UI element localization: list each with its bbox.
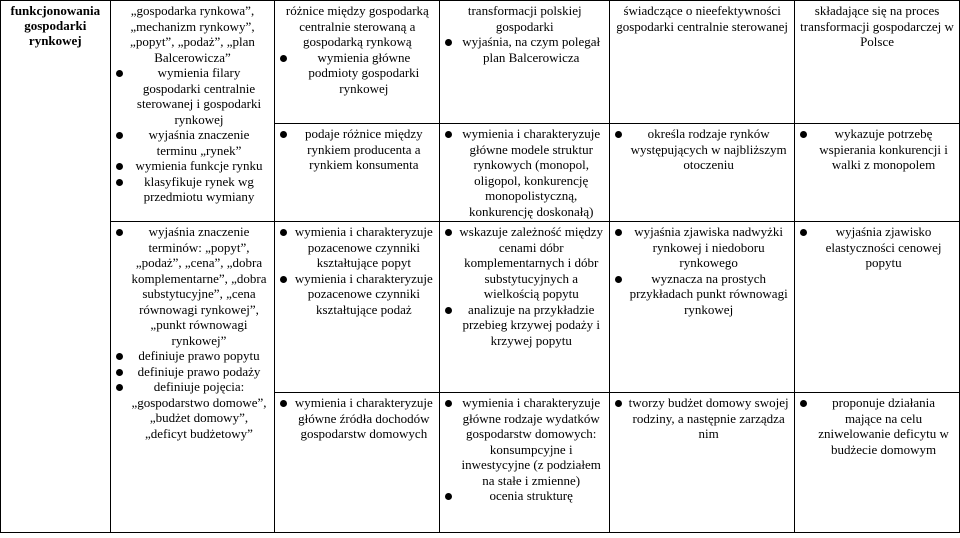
topic-title: funkcjonowania gospodarki rynkowej bbox=[10, 3, 101, 48]
col2-cell-c bbox=[275, 222, 440, 393]
col2-list-c bbox=[279, 224, 435, 317]
list-item bbox=[115, 34, 271, 65]
col5-cell-a bbox=[795, 1, 960, 124]
list-item-text: klasyfikuje rynek wg przedmiotu wymiany bbox=[143, 173, 255, 204]
list-item-text: wymienia i charakteryzuje główne rodzaje wydatków gospodarstw domowych: konsumpcyjne i inwestycyjne (z podziałem na stałe i zmienne) bbox=[461, 395, 601, 488]
col3-list-c bbox=[444, 224, 605, 348]
list-item-text: transformacji polskiej gospodarki bbox=[467, 3, 582, 34]
list-item bbox=[115, 174, 271, 205]
bullet-icon bbox=[116, 70, 123, 77]
col4-cell-c bbox=[610, 222, 795, 393]
list-item bbox=[279, 3, 435, 50]
list-item bbox=[444, 126, 605, 219]
list-item-text: wykazuje potrzebę wspierania konkurencji i walki z monopolem bbox=[819, 126, 948, 172]
bullet-icon bbox=[116, 353, 123, 360]
list-item bbox=[614, 224, 790, 271]
list-item-text: wyjaśnia, na czym polegał plan Balcerowicza bbox=[462, 34, 601, 65]
list-item-text: wymienia funkcje rynku bbox=[135, 158, 263, 173]
bullet-icon bbox=[615, 276, 622, 283]
list-item-text: wymienia i charakteryzuje główne źródła dochodów gospodarstw domowych bbox=[294, 395, 433, 441]
list-item bbox=[444, 224, 605, 302]
col1-list-a bbox=[115, 3, 271, 205]
list-item bbox=[799, 224, 955, 271]
bullet-icon bbox=[445, 131, 452, 138]
list-item bbox=[115, 3, 271, 19]
list-item bbox=[115, 127, 271, 158]
list-item-text: analizuje na przykładzie przebieg krzywej podaży i krzywej popytu bbox=[462, 301, 600, 348]
list-item bbox=[444, 302, 605, 349]
list-item-text: tworzy budżet domowy swojej rodziny, a następnie zarządza nim bbox=[628, 395, 789, 441]
list-item-text: określa rodzaje rynków występujących w najbliższym otoczeniu bbox=[630, 126, 787, 172]
list-item bbox=[444, 395, 605, 488]
list-item-text: definiuje pojęcia: „gospodarstwo domowe”, „budżet domowy”, „deficyt budżetowy” bbox=[131, 379, 267, 441]
list-item-text: wyjaśnia znaczenie terminów: „popyt”, „podaż”, „cena”, „dobra komplementarne”, „dobra substytucyjne”, „cena równowagi rynkowej”, „punkt równowagi rynkowej” bbox=[131, 224, 267, 348]
bullet-icon bbox=[445, 307, 452, 314]
list-item-text: wymienia i charakteryzuje pozacenowe czynniki kształtujące popyt bbox=[294, 224, 433, 270]
list-item-text: składające się na proces transformacji gospodarczej w Polsce bbox=[800, 3, 954, 49]
col2-cell-b bbox=[275, 124, 440, 222]
list-item bbox=[279, 224, 435, 271]
col4-cell-d bbox=[610, 393, 795, 533]
list-item-text: świadczące o nieefektywności gospodarki centralnie sterowanej bbox=[616, 3, 789, 34]
bullet-icon bbox=[615, 229, 622, 236]
list-item bbox=[115, 379, 271, 441]
list-item-text: wymienia filary gospodarki centralnie sterowanej i gospodarki rynkowej bbox=[136, 65, 262, 127]
list-item-text: wyjaśnia znaczenie terminu „rynek” bbox=[148, 127, 250, 158]
col2-cell-a bbox=[275, 1, 440, 124]
list-item bbox=[444, 34, 605, 65]
col3-list-b bbox=[444, 126, 605, 219]
list-item bbox=[444, 3, 605, 34]
list-item-text: „mechanizm rynkowy”, bbox=[130, 18, 255, 34]
col4-list-d bbox=[614, 395, 790, 442]
list-item bbox=[799, 126, 955, 173]
bullet-icon bbox=[800, 229, 807, 236]
list-item bbox=[115, 364, 271, 380]
list-item-text: „gospodarka rynkowa”, bbox=[130, 3, 255, 18]
bullet-icon bbox=[615, 131, 622, 138]
list-item-text: wyjaśnia zjawiska nadwyżki rynkowej i niedoboru rynkowego bbox=[634, 224, 783, 270]
bullet-icon bbox=[800, 400, 807, 407]
bullet-icon bbox=[116, 384, 123, 391]
list-item bbox=[115, 158, 271, 174]
list-item bbox=[799, 395, 955, 457]
bullet-icon bbox=[280, 276, 287, 283]
bullet-icon bbox=[280, 229, 287, 236]
col1-list-b bbox=[115, 224, 271, 441]
col2-list-b bbox=[279, 126, 435, 173]
col3-cell-d bbox=[440, 393, 610, 533]
list-item bbox=[614, 271, 790, 318]
bullet-icon bbox=[280, 400, 287, 407]
list-item-text: definiuje prawo popytu bbox=[138, 348, 260, 363]
list-item bbox=[614, 395, 790, 442]
list-item-text: wskazuje zależność między cenami dóbr komplementarnych i dóbr substytucyjnych a wielkością popytu bbox=[459, 224, 604, 301]
col5-cell-b bbox=[795, 124, 960, 222]
list-item bbox=[115, 65, 271, 127]
bullet-icon bbox=[116, 369, 123, 376]
bullet-icon bbox=[445, 400, 452, 407]
col4-cell-a bbox=[610, 1, 795, 124]
col5-list-c bbox=[799, 224, 955, 271]
bullet-icon bbox=[116, 229, 123, 236]
list-item-text: wymienia i charakteryzuje pozacenowe czynniki kształtujące podaż bbox=[294, 270, 433, 317]
bullet-icon bbox=[116, 179, 123, 186]
list-item bbox=[444, 488, 605, 504]
list-item-text: wyznacza na prostych przykładach punkt równowagi rynkowej bbox=[629, 270, 788, 317]
bullet-icon bbox=[445, 39, 452, 46]
list-item bbox=[799, 3, 955, 50]
col4-list-c bbox=[614, 224, 790, 317]
bullet-icon bbox=[280, 55, 287, 62]
col3-list-a bbox=[444, 3, 605, 65]
list-item-text: proponuje działania mające na celu zniwelowanie deficytu w budżecie domowym bbox=[818, 395, 949, 457]
col1-cell-a bbox=[110, 1, 275, 222]
bullet-icon bbox=[116, 132, 123, 139]
list-item-text: różnice między gospodarką centralnie sterowaną a gospodarką rynkową bbox=[285, 3, 429, 49]
col2-cell-d bbox=[275, 393, 440, 533]
table-row bbox=[1, 222, 960, 393]
col3-cell-c bbox=[440, 222, 610, 393]
list-item bbox=[279, 271, 435, 318]
list-item bbox=[115, 224, 271, 348]
list-item bbox=[614, 126, 790, 173]
col2-list-d bbox=[279, 395, 435, 442]
col5-cell-d bbox=[795, 393, 960, 533]
col3-cell-b bbox=[440, 124, 610, 222]
col5-list-b bbox=[799, 126, 955, 173]
table-row bbox=[1, 1, 960, 124]
list-item-text: wyjaśnia zjawisko elastyczności cenowej popytu bbox=[825, 224, 942, 270]
list-item bbox=[614, 3, 790, 34]
list-item bbox=[115, 19, 271, 35]
list-item-text: wymienia główne podmioty gospodarki rynkowej bbox=[308, 49, 420, 96]
list-item bbox=[115, 348, 271, 364]
list-item bbox=[279, 395, 435, 442]
list-item-text: podaje różnice między rynkiem producenta a rynkiem konsumenta bbox=[305, 126, 423, 172]
bullet-icon bbox=[800, 131, 807, 138]
col2-list-a bbox=[279, 3, 435, 96]
topic-cell bbox=[1, 1, 111, 533]
col4-list-a bbox=[614, 3, 790, 34]
list-item bbox=[279, 50, 435, 97]
list-item bbox=[279, 126, 435, 173]
list-item-text: „popyt”, „podaż”, „plan Balcerowicza” bbox=[130, 34, 255, 65]
bullet-icon bbox=[445, 229, 452, 236]
list-item-text: ocenia strukturę bbox=[489, 488, 573, 503]
col4-cell-b bbox=[610, 124, 795, 222]
bullet-icon bbox=[615, 400, 622, 407]
col3-list-d bbox=[444, 395, 605, 504]
list-item-text: wymienia i charakteryzuje główne modele struktur rynkowych (monopol, oligopol, konkurencję monopolistyczną, konkurencję doskonałą) bbox=[462, 126, 601, 219]
col5-cell-c bbox=[795, 222, 960, 393]
bullet-icon bbox=[116, 163, 123, 170]
list-item-text: definiuje prawo podaży bbox=[137, 363, 261, 379]
bullet-icon bbox=[445, 493, 452, 500]
col5-list-d bbox=[799, 395, 955, 457]
col5-list-a bbox=[799, 3, 955, 50]
bullet-icon bbox=[280, 131, 287, 138]
col1-cell-b bbox=[110, 222, 275, 533]
col3-cell-a bbox=[440, 1, 610, 124]
col4-list-b bbox=[614, 126, 790, 173]
